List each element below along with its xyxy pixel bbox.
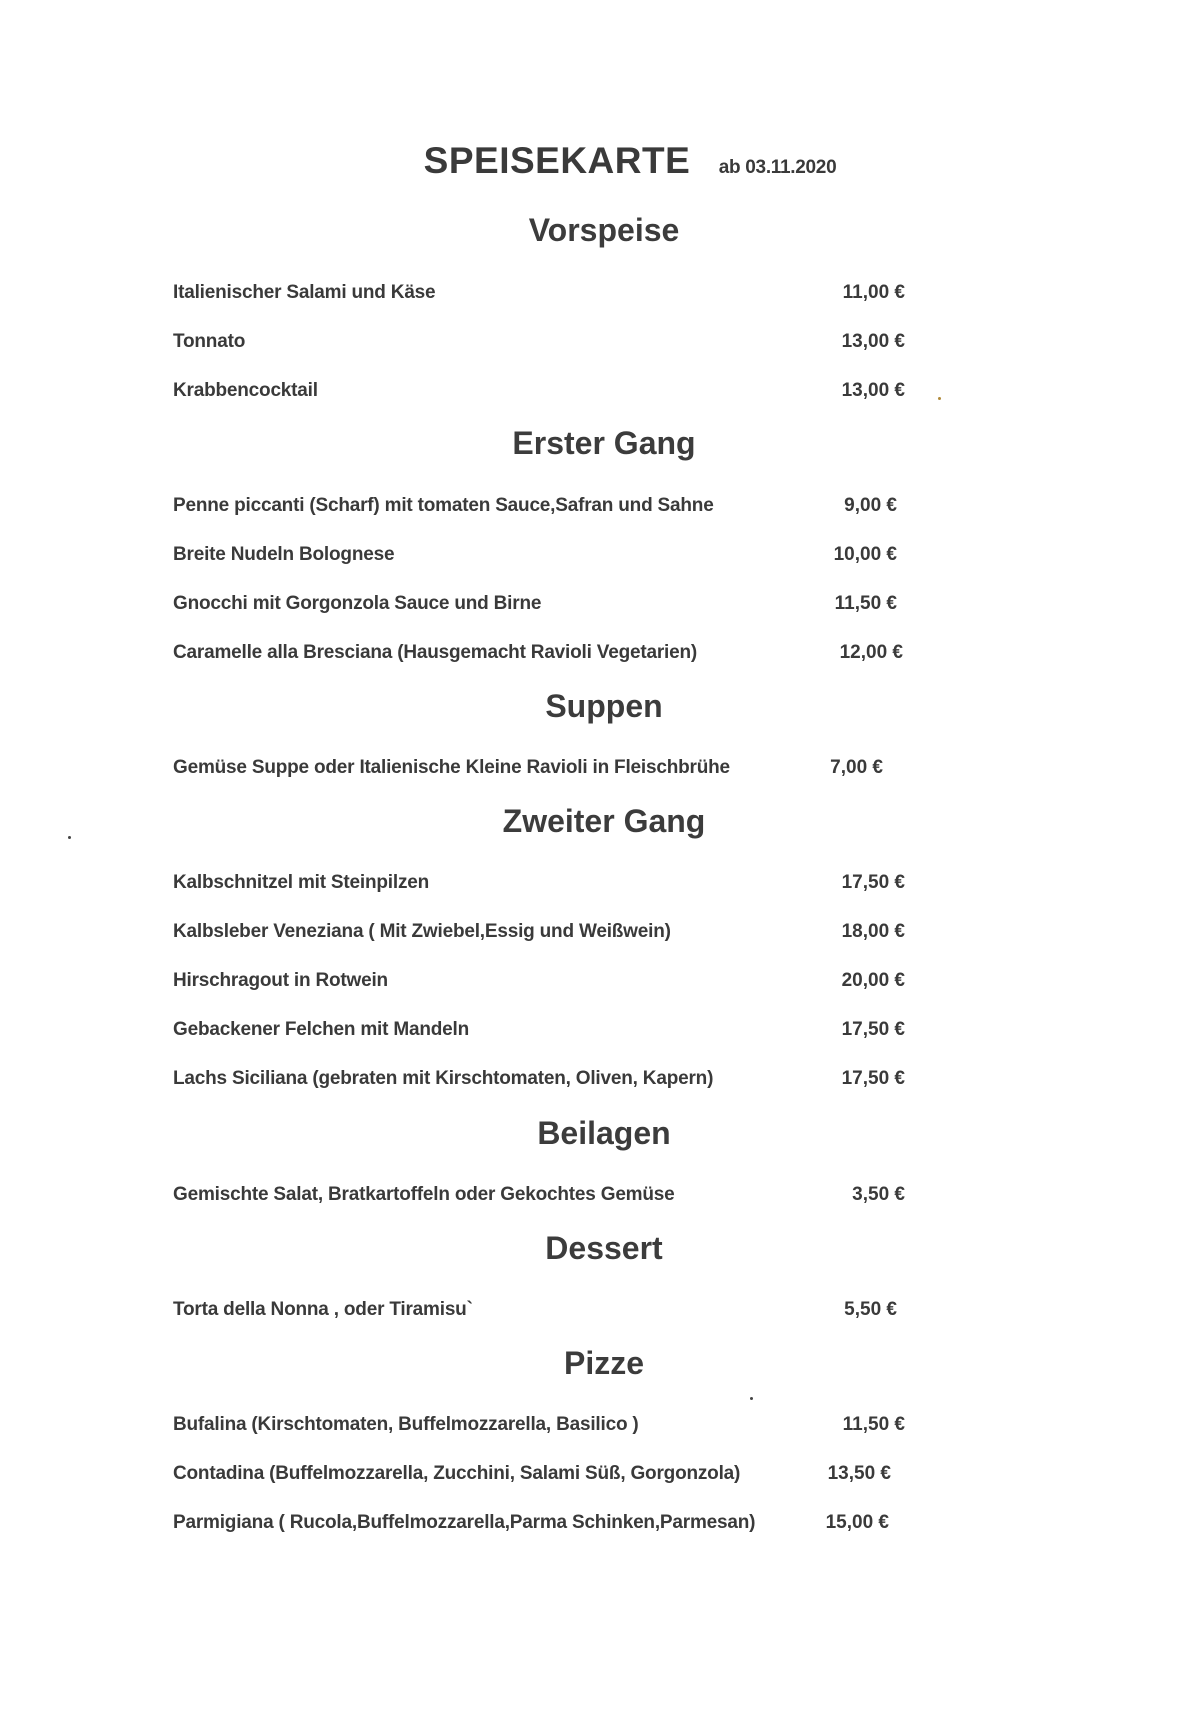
menu-item — [173, 1068, 933, 1098]
menu-item-name: Caramelle alla Bresciana (Hausgemacht Ravioli Vegetarien) — [173, 642, 698, 663]
section-title-vorspeise: Vorspeise — [528, 212, 680, 248]
section-title-zweiter-gang: Zweiter Gang — [502, 803, 706, 839]
menu-item-price: 11,00 € — [842, 282, 905, 303]
menu-item-name: Hirschragout in Rotwein — [173, 970, 388, 991]
menu-item — [173, 544, 933, 574]
menu-item-price: 9,00 € — [844, 495, 897, 516]
menu-item-price: 13,00 € — [841, 380, 905, 401]
scan-speck — [750, 1397, 753, 1400]
menu-item — [173, 1299, 933, 1329]
menu-item-price: 17,50 € — [841, 1068, 905, 1089]
menu-item-price: 11,50 € — [834, 593, 897, 614]
menu-item — [173, 757, 933, 787]
menu-item-name: Bufalina (Kirschtomaten, Buffelmozzarella, Basilico ) — [173, 1414, 639, 1435]
menu-item-name: Kalbschnitzel mit Steinpilzen — [173, 872, 430, 893]
menu-item-price: 12,00 € — [839, 642, 903, 663]
menu-item-price: 3,50 € — [852, 1184, 905, 1205]
menu-item — [173, 1414, 933, 1444]
menu-item — [173, 495, 933, 525]
menu-item-name: Breite Nudeln Bolognese — [173, 544, 395, 565]
section-title-dessert: Dessert — [545, 1230, 663, 1266]
menu-item-price: 17,50 € — [841, 1019, 905, 1040]
menu-item — [173, 593, 933, 623]
menu-item-price: 18,00 € — [841, 921, 905, 942]
menu-title: SPEISEKARTE — [423, 140, 691, 181]
section-title-beilagen: Beilagen — [537, 1115, 671, 1151]
scan-speck — [68, 836, 71, 839]
menu-item-price: 11,50 € — [842, 1414, 905, 1435]
menu-header — [0, 140, 1200, 182]
scan-speck — [938, 397, 941, 400]
menu-item-price: 15,00 € — [825, 1512, 889, 1533]
menu-item-name: Krabbencocktail — [173, 380, 318, 401]
menu-item-name: Gemüse Suppe oder Italienische Kleine Ravioli in Fleischbrühe — [173, 757, 730, 778]
menu-item — [173, 380, 933, 410]
menu-item-name: Torta della Nonna , oder Tiramisu` — [173, 1299, 473, 1320]
menu-item-name: Tonnato — [173, 331, 246, 352]
menu-item-name: Kalbsleber Veneziana ( Mit Zwiebel,Essig und Weißwein) — [173, 921, 671, 942]
menu-item-name: Parmigiana ( Rucola,Buffelmozzarella,Parma Schinken,Parmesan) — [173, 1512, 756, 1533]
menu-item-price: 17,50 € — [841, 872, 905, 893]
menu-item-name: Penne piccanti (Scharf) mit tomaten Sauce,Safran und Sahne — [173, 495, 714, 516]
menu-item-name: Contadina (Buffelmozzarella, Zucchini, Salami Süß, Gorgonzola) — [173, 1463, 741, 1484]
menu-item — [173, 331, 933, 361]
menu-item — [173, 1463, 933, 1493]
menu-item-price: 13,50 € — [827, 1463, 891, 1484]
section-title-erster-gang: Erster Gang — [512, 425, 696, 461]
menu-item-name: Gemischte Salat, Bratkartoffeln oder Gekochtes Gemüse — [173, 1184, 675, 1205]
menu-item — [173, 1184, 933, 1214]
menu-item-price: 7,00 € — [830, 757, 883, 778]
menu-date: ab 03.11.2020 — [718, 157, 837, 178]
menu-item — [173, 642, 933, 672]
menu-item-price: 20,00 € — [841, 970, 905, 991]
menu-item — [173, 921, 933, 951]
menu-item — [173, 970, 933, 1000]
section-title-pizze: Pizze — [563, 1345, 645, 1381]
menu-item-price: 10,00 € — [833, 544, 897, 565]
menu-item — [173, 282, 933, 312]
menu-item-price: 5,50 € — [844, 1299, 897, 1320]
section-title-suppen: Suppen — [545, 688, 663, 724]
menu-item-name: Lachs Siciliana (gebraten mit Kirschtomaten, Oliven, Kapern) — [173, 1068, 714, 1089]
menu-item-name: Italienischer Salami und Käse — [173, 282, 436, 303]
menu-item — [173, 872, 933, 902]
menu-item-name: Gebackener Felchen mit Mandeln — [173, 1019, 469, 1040]
menu-item-price: 13,00 € — [841, 331, 905, 352]
menu-item — [173, 1512, 933, 1542]
menu-item — [173, 1019, 933, 1049]
menu-item-name: Gnocchi mit Gorgonzola Sauce und Birne — [173, 593, 542, 614]
